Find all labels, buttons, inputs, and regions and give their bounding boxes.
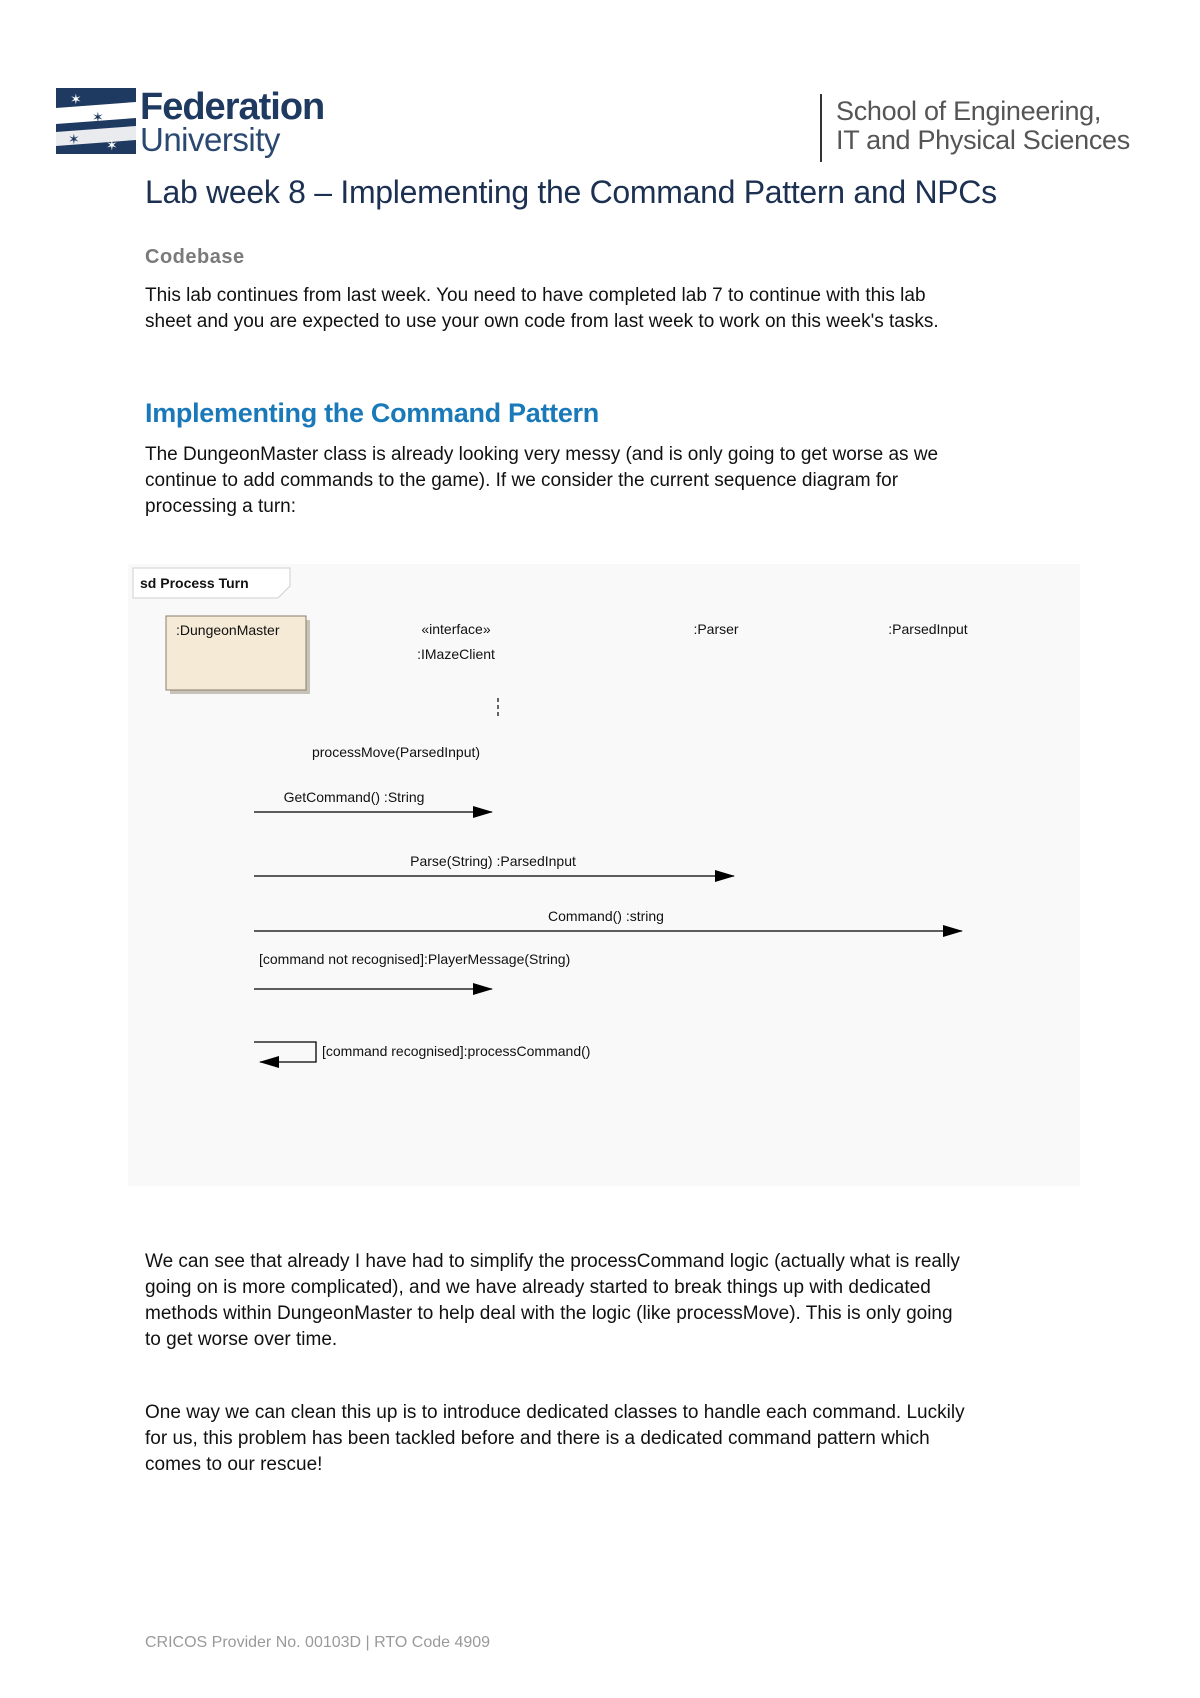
message-parse: Parse(String) :ParsedInput <box>410 853 576 869</box>
sequence-diagram <box>128 564 1080 1186</box>
lifeline-dungeon-master: :DungeonMaster <box>176 622 280 638</box>
svg-text:✶: ✶ <box>106 138 118 154</box>
footer-cricos: CRICOS Provider No. 00103D | RTO Code 4909 <box>145 1634 491 1651</box>
school-name-line1: School of Engineering, <box>836 96 1102 126</box>
section-heading: Implementing the Command Pattern <box>145 398 599 428</box>
federation-logo <box>56 88 136 154</box>
section-paragraph-2: We can see that already I have had to simplify the processCommand logic (actually what is really going on is more complicated), and we have already started to break things up with dedicated methods within DungeonMaster to help deal with the logic (like processMove). This is only going to get worse over time. <box>145 1251 960 1350</box>
school-name-line2: IT and Physical Sciences <box>836 125 1130 155</box>
page-title: Lab week 8 – Implementing the Command Pattern and NPCs <box>145 174 997 210</box>
lifeline-interface-stereotype: «interface» <box>421 621 491 637</box>
frame-label: sd Process Turn <box>140 575 249 591</box>
logo-word-university: University <box>140 121 280 158</box>
svg-text:✶: ✶ <box>68 132 80 148</box>
message-command: Command() :string <box>548 908 664 924</box>
section-paragraph-3: One way we can clean this up is to introduce dedicated classes to handle each command. Luckily for us, this problem has been tackled before and there is a dedicated command pattern which comes to our rescue! <box>145 1402 965 1475</box>
logo-word-federation: Federation <box>140 86 325 128</box>
message-process-move: processMove(ParsedInput) <box>311 744 481 760</box>
svg-text:✶: ✶ <box>92 110 104 126</box>
frame-label-tab <box>133 568 290 598</box>
lifeline-parsed-input: :ParsedInput <box>888 621 968 637</box>
lifeline-parser: :Parser <box>693 621 739 637</box>
codebase-paragraph: This lab continues from last week. You need to have completed lab 7 to continue with this lab sheet and you are expected to use your own code from last week to work on this week's tasks. <box>145 285 939 332</box>
flag-emblem-icon <box>56 88 136 154</box>
message-recognised: [command recognised]:processCommand() <box>322 1043 591 1059</box>
header-divider <box>820 94 822 162</box>
codebase-heading: Codebase <box>145 246 245 268</box>
message-not-recognised: [command not recognised]:PlayerMessage(String) <box>259 951 571 967</box>
message-get-command: GetCommand() :String <box>283 789 425 805</box>
lifeline-imazeclient: :IMazeClient <box>417 646 495 662</box>
svg-text:✶: ✶ <box>70 92 82 108</box>
section-intro-paragraph: The DungeonMaster class is already looking very messy (and is only going to get worse as we continue to add commands to the game). If we consider the current sequence diagram for processing a turn: <box>145 444 939 517</box>
